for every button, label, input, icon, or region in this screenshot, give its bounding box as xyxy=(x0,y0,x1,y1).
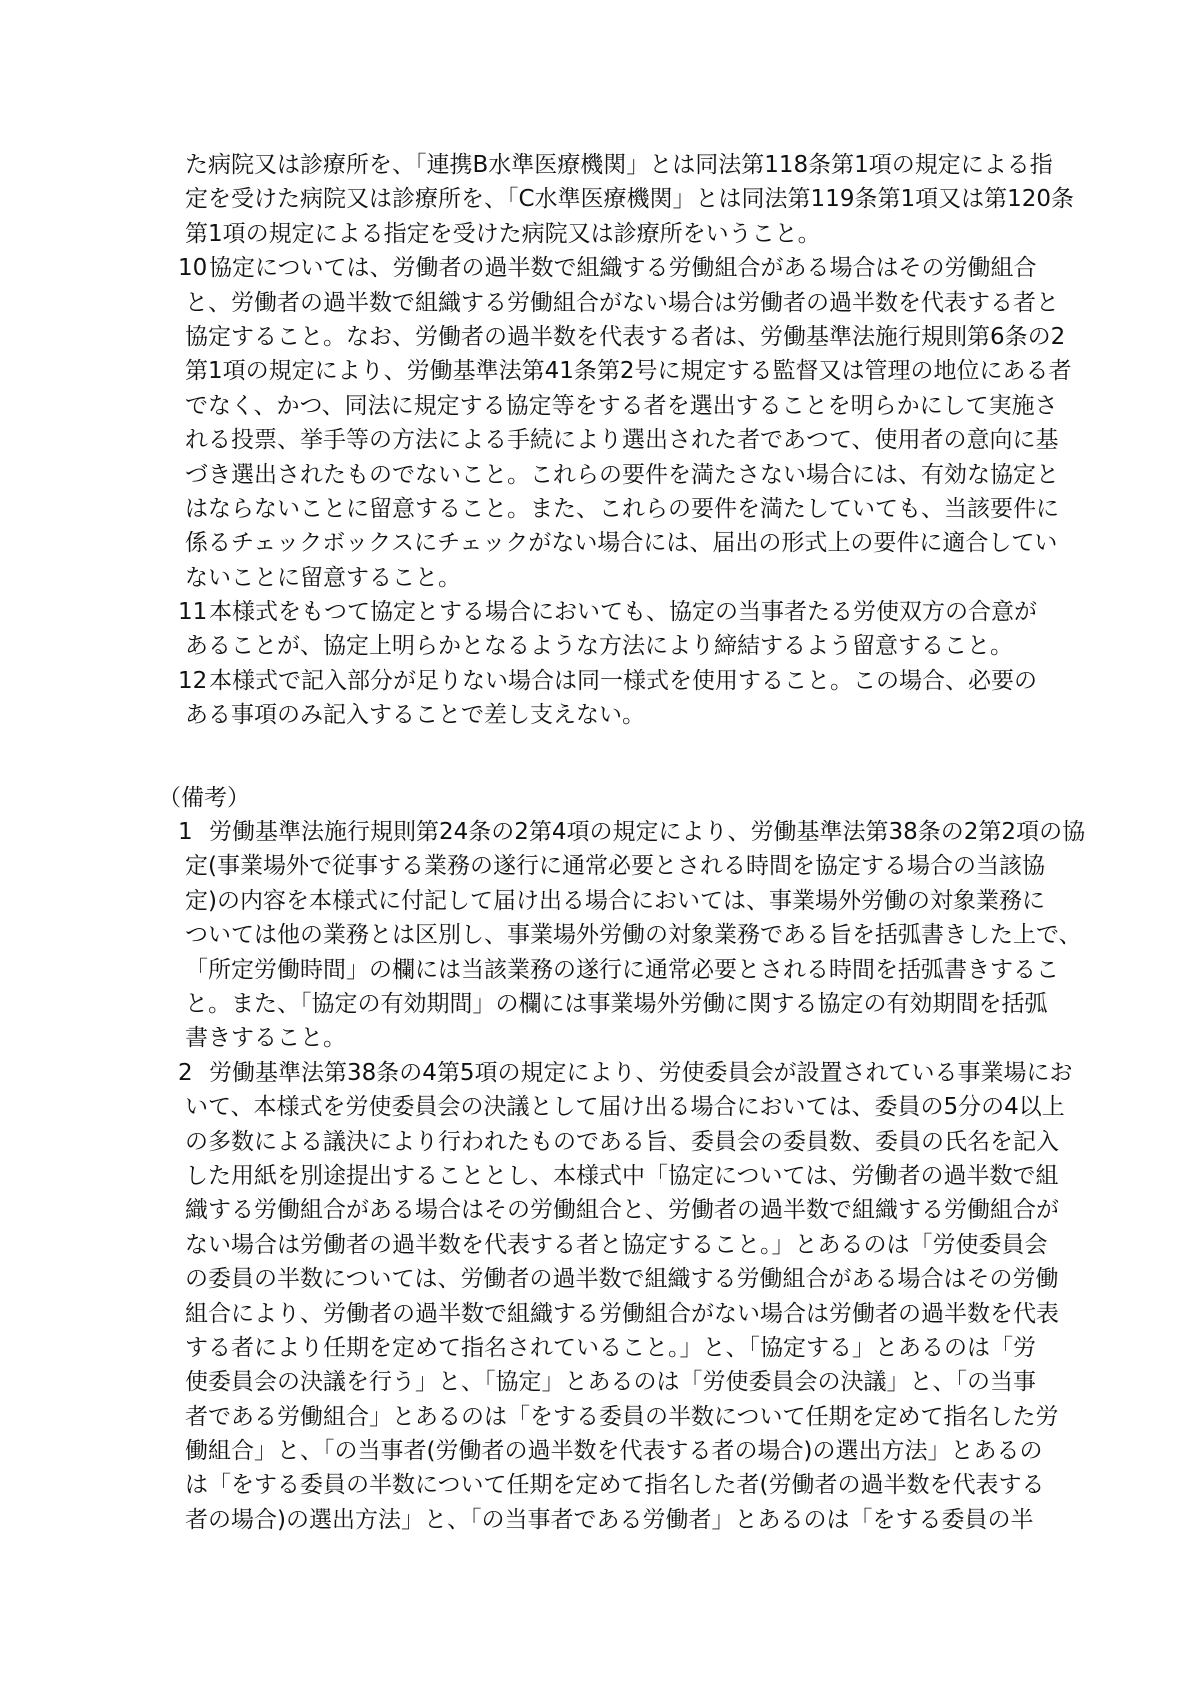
line-text: 者である労働組合」とあるのは「をする委員の半数について任期を定めて指名した労 xyxy=(185,1403,1059,1430)
section-gap xyxy=(0,733,1181,781)
text-line xyxy=(0,217,1181,251)
line-text: ない場合は労働者の過半数を代表する者と協定すること。」とあるのは「労使委員会 xyxy=(185,1231,1048,1258)
text-line xyxy=(0,526,1181,560)
text-line xyxy=(0,1228,1181,1262)
line-text: 書きすること。 xyxy=(185,1025,346,1052)
line-text: 第1項の規定による指定を受けた病院又は診療所をいうこと。 xyxy=(185,220,821,247)
line-text: づき選出されたものでないこと。これらの要件を満たさない場合には、有効な協定と xyxy=(185,461,1059,488)
text-line xyxy=(0,1365,1181,1399)
line-text: あることが、協定上明らかとなるような方法により締結するよう留意すること。 xyxy=(185,633,1013,660)
line-text: の委員の半数については、労働者の過半数で組織する労働組合がある場合はその労働 xyxy=(185,1266,1059,1293)
text-line xyxy=(0,286,1181,320)
text-line xyxy=(0,1503,1181,1537)
text-line xyxy=(0,953,1181,987)
line-text: 「所定労働時間」の欄には当該業務の遂行に通常必要とされる時間を括弧書きするこ xyxy=(185,956,1059,983)
line-text: 協定については、労働者の過半数で組織する労働組合がある場合はその労働組合 xyxy=(209,255,1037,282)
text-line xyxy=(0,389,1181,423)
line-text: 係るチェックボックスにチェックがない場合には、届出の形式上の要件に適合してい xyxy=(185,530,1058,557)
line-text: は「をする委員の半数について任期を定めて指名した者(労働者の過半数を代表する xyxy=(185,1472,1045,1499)
line-text: ある事項のみ記入することで差し支えない。 xyxy=(185,702,645,729)
line-text: 織する労働組合がある場合はその労働組合と、労働者の過半数で組織する労働組合が xyxy=(185,1197,1059,1224)
line-text: はならないことに留意すること。また、これらの要件を満たしていても、当該要件に xyxy=(185,495,1059,522)
text-line xyxy=(0,458,1181,492)
remarks-list xyxy=(0,815,1181,1537)
text-line xyxy=(0,251,1181,285)
text-line xyxy=(0,1125,1181,1159)
line-text: 定)の内容を本様式に付記して届け出る場合においては、事業場外労働の対象業務に xyxy=(185,887,1045,914)
line-text: する者により任期を定めて指名されていること。」と、「協定する」とあるのは「労 xyxy=(185,1334,1036,1361)
text-line xyxy=(0,1193,1181,1227)
text-line xyxy=(0,354,1181,388)
line-text: と、労働者の過半数で組織する労働組合がない場合は労働者の過半数を代表する者と xyxy=(185,289,1059,316)
line-text: 協定すること。なお、労働者の過半数を代表する者は、労働基準法施行規則第6条の2 xyxy=(185,323,1066,350)
text-line xyxy=(0,1400,1181,1434)
text-line xyxy=(0,148,1181,182)
remarks-heading: （備考） xyxy=(158,784,250,811)
note-item xyxy=(0,251,1181,595)
text-line xyxy=(0,1056,1181,1090)
line-text: れる投票、挙手等の方法による手続により選出された者であつて、使用者の意向に基 xyxy=(185,427,1059,454)
text-line xyxy=(0,918,1181,952)
line-text: 使委員会の決議を行う」と、「協定」とあるのは「労使委員会の決議」と、「の当事 xyxy=(185,1369,1036,1396)
text-line xyxy=(0,815,1181,849)
item-number: 11 xyxy=(178,599,208,626)
line-text: ないことに留意すること。 xyxy=(185,564,461,591)
line-text: 労働基準法施行規則第24条の2第4項の規定により、労働基準法第38条の2第2項の協 xyxy=(209,819,1086,846)
text-line xyxy=(0,698,1181,732)
line-text: いて、本様式を労使委員会の決議として届け出る場合においては、委員の5分の4以上 xyxy=(185,1094,1065,1121)
line-text: 定を受けた病院又は診療所を、「C水準医療機関」とは同法第119条第1項又は第120条 xyxy=(185,186,1074,213)
text-line xyxy=(0,561,1181,595)
text-line xyxy=(0,1468,1181,1502)
item-number: 1 xyxy=(178,819,193,846)
text-line xyxy=(0,492,1181,526)
line-text: の多数による議決により行われたものである旨、委員会の委員数、委員の氏名を記入 xyxy=(185,1128,1059,1155)
note-item xyxy=(0,595,1181,664)
line-text: 働組合」と、「の当事者(労働者の過半数を代表する者の場合)の選出方法」とあるの xyxy=(185,1438,1043,1465)
text-line xyxy=(0,1262,1181,1296)
line-text: 本様式で記入部分が足りない場合は同一様式を使用すること。この場合、必要の xyxy=(209,667,1037,694)
remark-item xyxy=(0,1056,1181,1537)
document-page xyxy=(0,148,1181,1537)
text-line xyxy=(0,1331,1181,1365)
remark-item xyxy=(0,815,1181,1056)
line-text: した用紙を別途提出することとし、本様式中「協定については、労働者の過半数で組 xyxy=(185,1162,1059,1189)
note-item xyxy=(0,664,1181,733)
line-text: 本様式をもつて協定とする場合においても、協定の当事者たる労使双方の合意が xyxy=(209,599,1037,626)
line-text: ついては他の業務とは区別し、事業場外労働の対象業務である旨を括弧書きした上で、 xyxy=(185,922,1082,949)
line-text: た病院又は診療所を、「連携B水準医療機関」とは同法第118条第1項の規定による指 xyxy=(185,152,1053,178)
text-line xyxy=(0,1297,1181,1331)
text-line xyxy=(0,595,1181,629)
text-line xyxy=(0,1159,1181,1193)
line-text: 労働基準法第38条の4第5項の規定により、労使委員会が設置されている事業場にお xyxy=(209,1059,1073,1086)
text-line xyxy=(0,182,1181,216)
text-line xyxy=(0,1021,1181,1055)
item-number: 2 xyxy=(178,1059,193,1086)
line-text: でなく、かつ、同法に規定する協定等をする者を選出することを明らかにして実施さ xyxy=(185,392,1058,419)
notes-list xyxy=(0,251,1181,732)
text-line xyxy=(0,664,1181,698)
item-number: 10 xyxy=(178,255,208,282)
line-text: 組合により、労働者の過半数で組織する労働組合がない場合は労働者の過半数を代表 xyxy=(185,1300,1059,1327)
text-line xyxy=(0,320,1181,354)
item-number: 12 xyxy=(178,667,208,694)
continuation-paragraph xyxy=(0,148,1181,251)
text-line xyxy=(0,987,1181,1021)
text-line xyxy=(0,629,1181,663)
text-line xyxy=(0,1434,1181,1468)
text-line xyxy=(0,1090,1181,1124)
line-text: 第1項の規定により、労働基準法第41条第2号に規定する監督又は管理の地位にある者 xyxy=(185,358,1072,385)
line-text: 定(事業場外で従事する業務の遂行に通常必要とされる時間を協定する場合の当該協 xyxy=(185,853,1045,880)
text-line xyxy=(0,423,1181,457)
text-line xyxy=(0,884,1181,918)
text-line xyxy=(0,849,1181,883)
line-text: と。また、「協定の有効期間」の欄には事業場外労働に関する協定の有効期間を括弧 xyxy=(185,990,1048,1017)
line-text: 者の場合)の選出方法」と、「の当事者である労働者」とあるのは「をする委員の半 xyxy=(185,1506,1034,1533)
